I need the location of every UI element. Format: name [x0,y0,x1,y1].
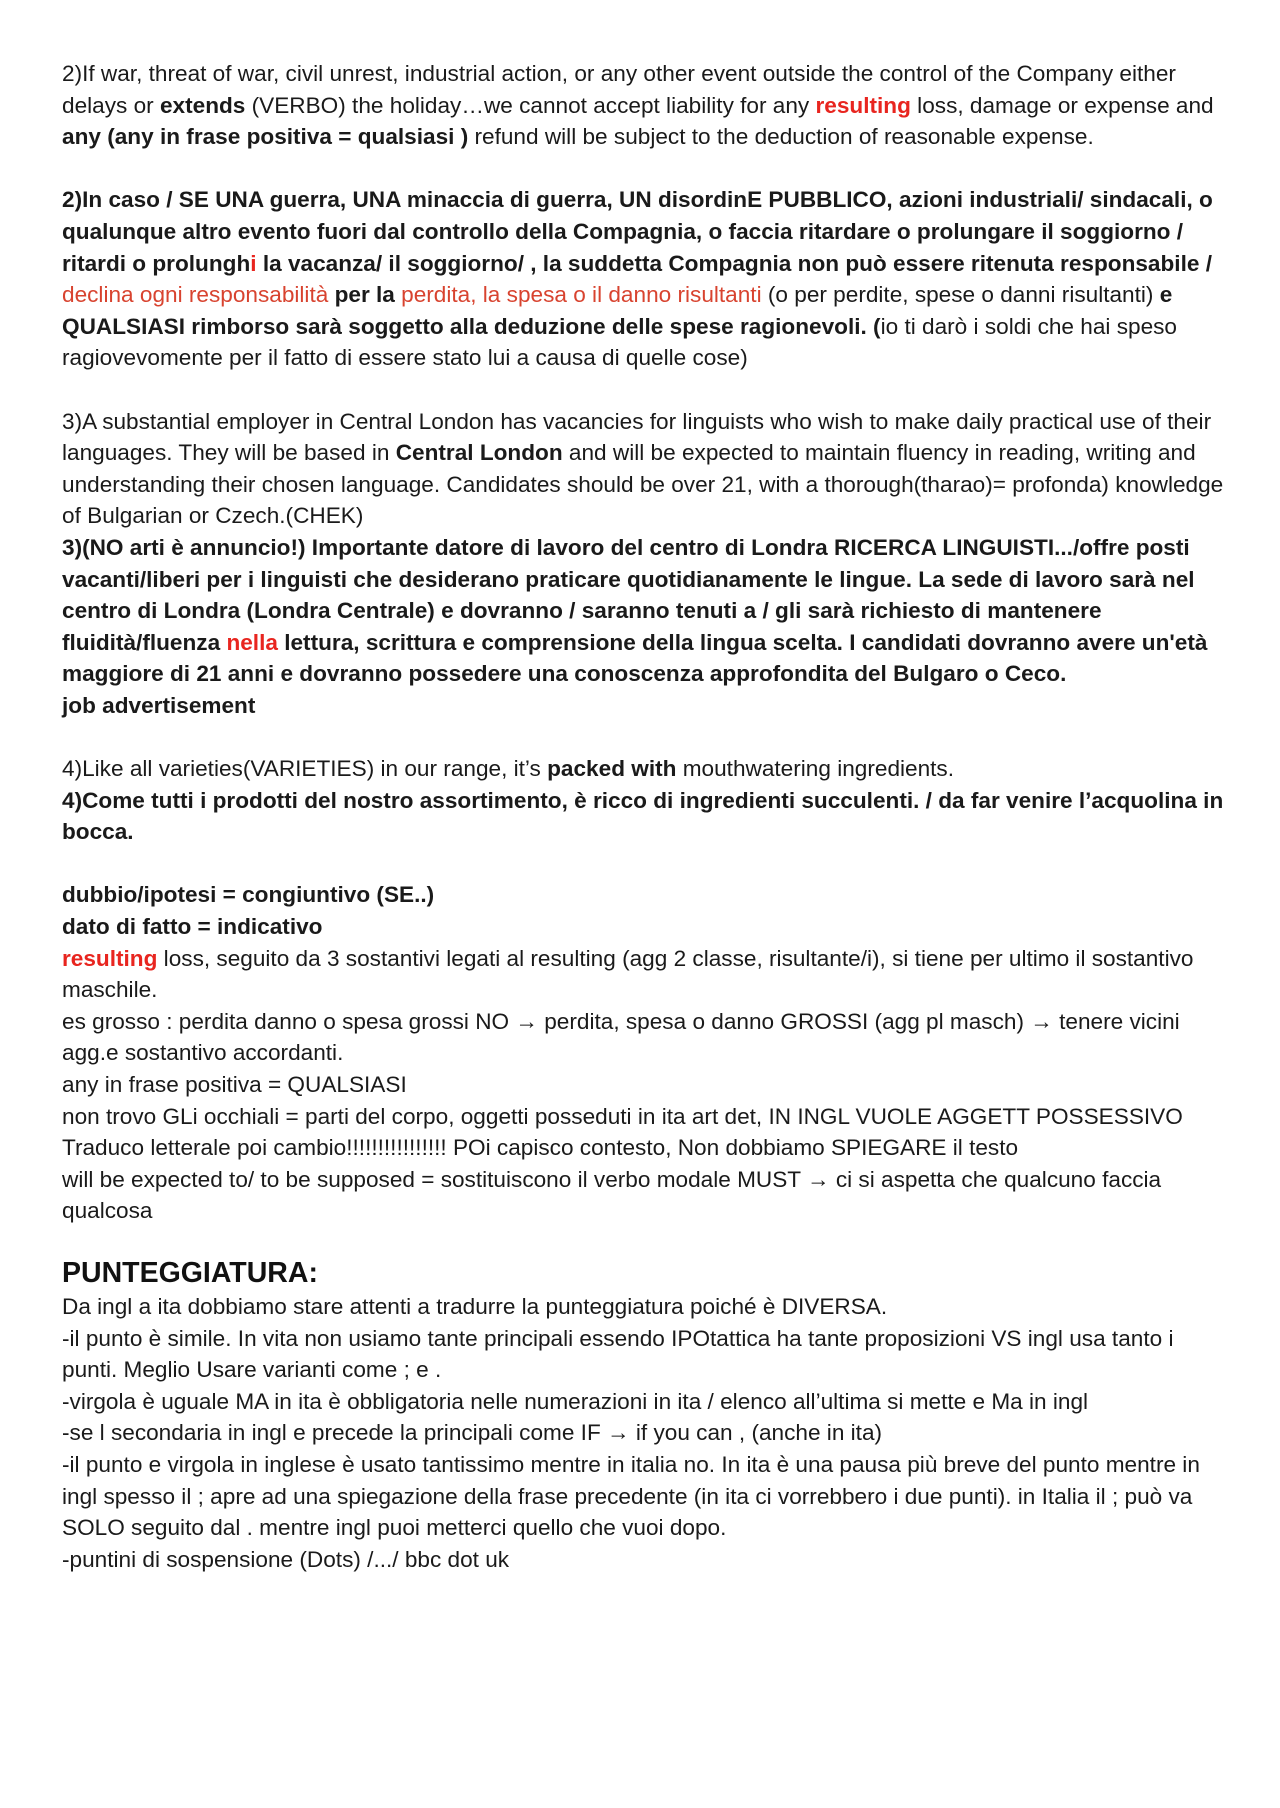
punteggiatura-heading: PUNTEGGIATURA: [62,1256,318,1289]
paragraph-4-italian: 4)Come tutti i prodotti del nostro assortimento, è ricco di ingredienti succulenti. / da far venire l’acquolina in bocca. [62,787,1224,845]
paragraph-2-english: 2)If war, threat of war, civil unrest, industrial action, or any other event outside the control of the Company either delays or extends (VERBO) the holiday…we cannot accept liability for any resulting loss, damage or expense and any (any in frase positiva = qualsiasi ) refund will be subject to the deduction of reasonable expense. [62,61,1214,150]
note-indicativo: dato di fatto = indicativo [62,914,323,940]
paragraph-2-italian: 2)In caso / SE UNA guerra, UNA minaccia di guerra, UN disordinE PUBBLICO, azioni industriali/ sindacali, o qualunque altro evento fuori dal controllo della Compagnia, o faccia ritardare o prolungare il soggiorno / ritardi o prolunghi la vacanza/ il soggiorno/ , la suddetta Compagnia non può essere ritenuta responsabile / declina ogni responsabilità per la perdita, la spesa o il danno risultanti (o per perdite, spese o danni risultanti) e QUALSIASI rimborso sarà soggetto alla deduzione delle spese ragionevoli. (io ti darò i soldi che hai speso ragiovevomente per il fatto di essere stato lui a causa di quelle cose) [62,187,1213,371]
paragraph-4-english: 4)Like all varieties(VARIETIES) in our range, it’s packed with mouthwatering ingredients. [62,756,955,782]
spacer [62,721,1230,753]
note-occhiali: non trovo GLi occhiali = parti del corpo, oggetti posseduti in ita art det, IN INGL VUOLE AGGETT POSSESSIVO [62,1103,1183,1129]
paragraph-3-english: 3)A substantial employer in Central London has vacancies for linguists who wish to make daily practical use of their languages. They will be based in Central London and will be expected to maintain fluency in reading, writing and understanding their chosen language. Candidates should be over 21, with a thorough(tharao)= profonda) knowledge of Bulgarian or Czech.(CHEK) [62,408,1224,529]
punteggiatura-line: -il punto è simile. In vita non usiamo tante principali essendo IPOtattica ha tante proposizioni VS ingl usa tanto i punti. Meglio Usare varianti come ; e . [62,1325,1174,1383]
note-grosso: es grosso : perdita danno o spesa grossi NO → perdita, spesa o danno GROSSI (agg pl masch) → tenere vicini agg.e sostantivo accordanti. [62,1008,1180,1066]
note-qualsiasi: any in frase positiva = QUALSIASI [62,1072,407,1097]
spacer [62,374,1230,406]
job-advertisement-note: job advertisement [62,692,256,718]
note-congiuntivo: dubbio/ipotesi = congiuntivo (SE..) [62,882,435,908]
paragraph-3-italian: 3)(NO arti è annuncio!) Importante datore di lavoro del centro di Londra RICERCA LINGUISTI.../offre posti vacanti/liberi per i linguisti che desiderano praticare quotidianamente le lingue. La sede di lavoro sarà nel centro di Londra (Londra Centrale) e dovranno / saranno tenuti a / gli sarà richiesto di mantenere fluidità/fluenza nella lettura, scrittura e comprensione della lingua scelta. I candidati dovranno avere un'età maggiore di 21 anni e dovranno possedere una conoscenza approfondita del Bulgaro o Ceco. [62,534,1208,687]
punteggiatura-line: -virgola è uguale MA in ita è obbligatoria nelle numerazioni in ita / elenco all’ultima si mette e Ma in ingl [62,1388,1089,1414]
punteggiatura-line: -puntini di sospensione (Dots) /.../ bbc dot uk [62,1546,510,1572]
note-resulting: resulting loss, seguito da 3 sostantivi legati al resulting (agg 2 classe, risultante/i), si tiene per ultimo il sostantivo maschile. [62,945,1194,1003]
spacer [62,153,1230,185]
punteggiatura-line: Da ingl a ita dobbiamo stare attenti a tradurre la punteggiatura poiché è DIVERSA. [62,1293,888,1319]
note-traduco: Traduco letterale poi cambio!!!!!!!!!!!!!!!! POi capisco contesto, Non dobbiamo SPIEGARE il testo [62,1135,1019,1161]
spacer [62,848,1230,880]
punteggiatura-line: -il punto e virgola in inglese è usato tantissimo mentre in italia no. In ita è una pausa più breve del punto mentre in ingl spesso il ; apre ad una spiegazione della frase precedente (in ita ci vorrebbero i due punti). in Italia il ; può va SOLO seguito dal . mentre ingl puoi metterci quello che vuoi dopo. [62,1451,1200,1541]
note-expected-to: will be expected to/ to be supposed = sostituiscono il verbo modale MUST → ci si aspetta che qualcuno faccia qualcosa [62,1166,1162,1224]
punteggiatura-line: -se l secondaria in ingl e precede la principali come IF → if you can , (anche in ita) [62,1420,883,1446]
document-page [62,58,1230,1575]
